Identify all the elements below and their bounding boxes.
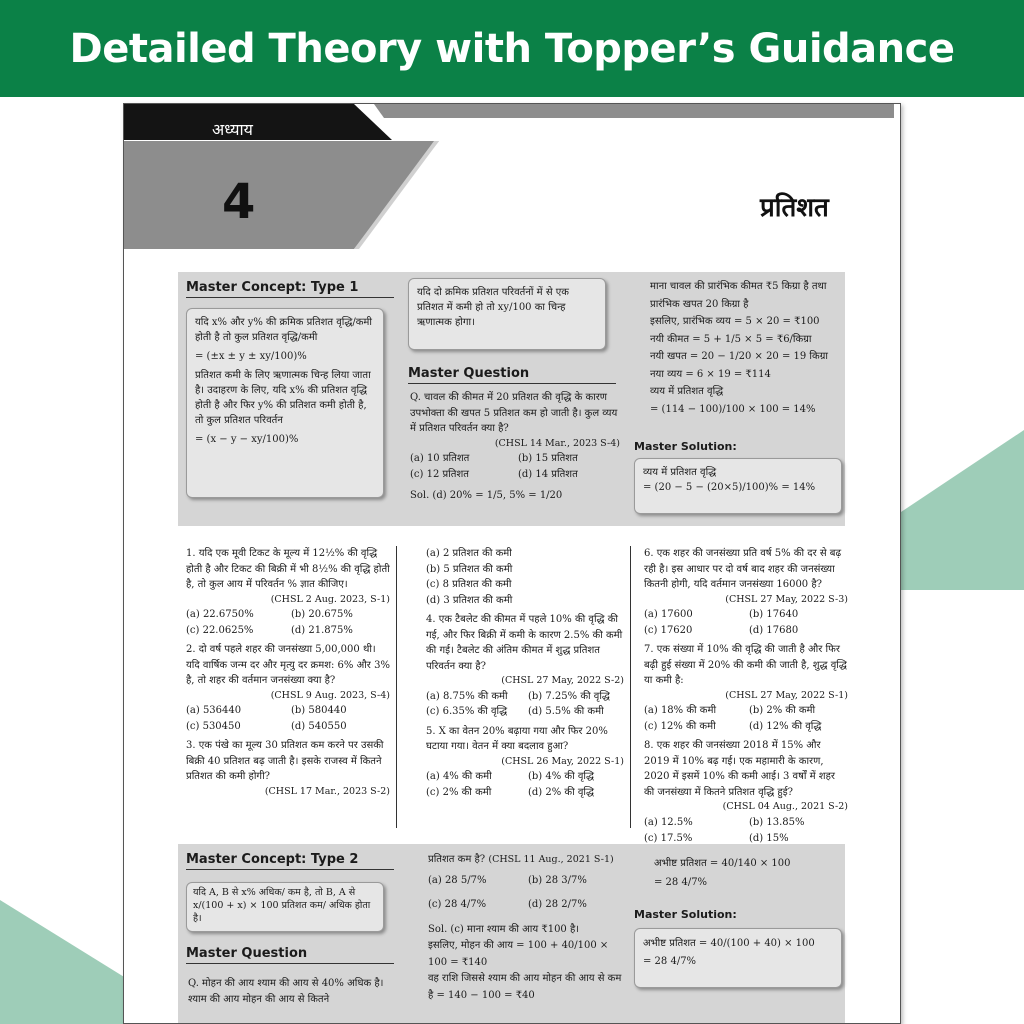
- question-item: [186, 738, 390, 799]
- solution-line: = (114 − 100)/100 × 100 = 14%: [650, 403, 816, 415]
- solution-line: व्यय में प्रतिशत वृद्धि: [650, 386, 724, 397]
- banner: [0, 0, 1024, 97]
- option: (d) 28 2/7%: [528, 899, 587, 910]
- question-item: [426, 612, 624, 720]
- type2-master-solution-box: [634, 928, 842, 988]
- option: (d) 17680: [749, 624, 799, 636]
- option: (a) 17600: [644, 609, 693, 621]
- option: (d) 3 प्रतिशत की कमी: [426, 594, 513, 606]
- solution-line: माना चावल की प्रारंभिक कीमत ₹5 किग्रा है तथा प्रारंभिक खपत 20 किग्रा है: [650, 281, 827, 310]
- ms-line: अभीष्ट प्रतिशत = 40/(100 + 40) × 100: [643, 938, 815, 949]
- option: (c) 8 प्रतिशत की कमी: [426, 579, 512, 590]
- option: (a) 536440: [186, 705, 242, 717]
- question-item: [644, 546, 848, 638]
- option: (b) 5 प्रतिशत की कमी: [426, 563, 513, 575]
- type1-ms-heading: Master Solution:: [634, 440, 737, 453]
- header-grey-strip: [374, 104, 894, 118]
- question-options: [426, 689, 624, 720]
- question-options: [410, 451, 620, 482]
- concept-line: यदि x% और y% की क्रमिक प्रतिशत वृद्धि/कमी होती है तो कुल प्रतिशत वृद्धि/कमी: [195, 317, 373, 343]
- solution-line: नया व्यय = 6 × 19 = ₹114: [650, 368, 771, 380]
- option: (b) 15 प्रतिशत: [518, 453, 578, 465]
- question-options: [428, 873, 622, 914]
- banner-title: Detailed Theory with Topper’s Guidance: [69, 25, 955, 72]
- question-item: [644, 642, 848, 734]
- type2-heading: Master Concept: Type 2: [186, 852, 394, 870]
- chapter-number-block: [124, 141, 439, 249]
- option: (c) 28 4/7%: [428, 899, 487, 910]
- concept-formula: = (±x ± y ± xy/100)%: [195, 351, 307, 362]
- question-source: (CHSL 17 Mar., 2023 S-2): [264, 785, 390, 797]
- type1-section: [178, 272, 845, 526]
- option: (a) 2 प्रतिशत की कमी: [426, 548, 512, 559]
- option: (c) 17.5%: [644, 832, 693, 844]
- question-text: 6. एक शहर की जनसंख्या प्रति वर्ष 5% की दर से बढ़ रही है। इस आधार पर दो वर्ष बाद शहर की जनसंख्या कितनी होगी, यदि वर्तमान जनसंख्या 16000 है?: [644, 548, 842, 590]
- solution-line: नयी कीमत = 5 + 1/5 × 5 = ₹6/किग्रा: [650, 333, 812, 345]
- question-item: [426, 724, 624, 801]
- exercise-column-1: [186, 546, 390, 804]
- option: (d) 21.875%: [291, 624, 353, 636]
- type2-question: Q. मोहन की आय श्याम की आय से 40% अधिक है। श्याम की आय मोहन की आय से कितने: [188, 978, 384, 1005]
- question-text: 8. एक शहर की जनसंख्या 2018 में 15% और 2019 में 10% बढ़ गई। एक महामारी के कारण, 2020 में इसमें 10% की कमी आई। 3 वर्षों में शहर की जनसंख्या में कितने प्रतिशत वृद्धि हुई?: [644, 740, 836, 798]
- solution-line: Sol. (c) माना श्याम की आय ₹100 है।: [428, 923, 580, 935]
- solution-start: Sol. (d) 20% = 1/5, 5% = 1/20: [410, 490, 563, 502]
- option: (c) 17620: [644, 624, 693, 636]
- type2-column-3: [654, 854, 842, 892]
- solution-line: नयी खपत = 20 − 1/20 × 20 = 19 किग्रा: [650, 351, 828, 362]
- option: (a) 22.6750%: [186, 609, 254, 621]
- type2-question-cont: [428, 852, 622, 1004]
- question-text: 7. एक संख्या में 10% की वृद्धि की जाती है और फिर बढ़ी हुई संख्या में 20% की कमी की जाती है, शुद्ध वृद्धि या कमी है:: [644, 644, 847, 687]
- option: (c) 6.35% की वृद्धि: [426, 706, 508, 718]
- question-text: Q. चावल की कीमत में 20 प्रतिशत की वृद्धि के कारण उपभोक्ता की खपत 5 प्रतिशत कम हो जाती है। कुल व्यय में प्रतिशत परिवर्तन क्या है?: [410, 392, 618, 434]
- option: (c) 530450: [186, 720, 241, 732]
- exercise-column-3: [644, 546, 848, 850]
- type1-note-box: यदि दो क्रमिक प्रतिशत परिवर्तनों में से एक प्रतिशत में कमी हो तो xy/100 का चिन्ह ऋणात्मक होगा।: [408, 278, 606, 350]
- book-page: [123, 103, 901, 1024]
- question-source: (CHSL 27 May, 2022 S-2): [501, 675, 624, 686]
- concept-line: प्रतिशत कमी के लिए ऋणात्मक चिन्ह लिया जाता है। उदाहरण के लिए, यदि x% की प्रतिशत वृद्धि होती है और फिर y% की प्रतिशत कमी होती है, तो कुल प्रतिशत परिवर्तन: [195, 370, 371, 426]
- option: (b) 17640: [749, 609, 799, 621]
- option: (a) 18% की कमी: [644, 705, 717, 717]
- question-item: [186, 546, 390, 638]
- solution-line: अभीष्ट प्रतिशत = 40/140 × 100: [654, 858, 791, 869]
- question-options: [186, 703, 390, 734]
- type1-mq-heading: Master Question: [408, 366, 616, 384]
- header-black-tab: [124, 104, 392, 140]
- solution-line: इसलिए, मोहन की आय = 100 + 40/100 × 100 = ₹140: [428, 940, 609, 968]
- option: (b) 4% की वृद्धि: [528, 771, 595, 783]
- question-text-cont: [428, 852, 622, 869]
- question-options: [186, 607, 390, 638]
- question-source: (CHSL 27 May, 2022 S-3): [725, 593, 848, 605]
- option: (a) 12.5%: [644, 817, 693, 829]
- option: (b) 20.675%: [291, 609, 353, 621]
- type2-ms-heading: Master Solution:: [634, 908, 737, 921]
- option: (c) 22.0625%: [186, 624, 254, 636]
- concept-formula: = (x − y − xy/100)%: [195, 434, 299, 445]
- option: (a) 28 5/7%: [428, 874, 487, 886]
- option: (a) 10 प्रतिशत: [410, 453, 470, 465]
- type2-section: [178, 844, 845, 1024]
- option: (c) 2% की कमी: [426, 786, 492, 798]
- solution-line: इसलिए, प्रारंभिक व्यय = 5 × 20 = ₹100: [650, 316, 820, 327]
- option: (d) 5.5% की कमी: [528, 706, 604, 718]
- question-options-continued: [426, 546, 624, 608]
- option: (b) 13.85%: [749, 817, 805, 829]
- question-source: (CHSL 27 May, 2022 S-1): [725, 689, 848, 701]
- question-source: (CHSL 2 Aug. 2023, S-1): [270, 593, 390, 605]
- question-text: 4. एक टैबलेट की कीमत में पहले 10% की वृद्धि की गई, और फिर बिक्री में कमी के कारण 2.5% की कमी की गई। टैबलेट की अंतिम कीमत में शुद्ध प्रतिशत परिवर्तन क्या है?: [426, 614, 623, 672]
- option: (a) 8.75% की कमी: [426, 690, 508, 702]
- column-divider: [396, 546, 397, 828]
- exercise-column-2: [426, 546, 624, 804]
- chapter-word: अध्याय: [212, 120, 253, 139]
- question-source: (CHSL 04 Aug., 2021 S-2): [722, 801, 848, 813]
- question-text: 5. X का वेतन 20% बढ़ाया गया और फिर 20% घटाया गया। वेतन में क्या बदलाव हुआ?: [426, 725, 608, 753]
- ms-line: = 28 4/7%: [643, 956, 697, 967]
- question-item: [186, 642, 390, 734]
- question-item: [644, 738, 848, 846]
- solution-line: वह राशि जिससे श्याम की आय मोहन की आय से कम है = 140 − 100 = ₹40: [428, 973, 622, 1001]
- type2-mq-heading: Master Question: [186, 946, 394, 964]
- question-source: (CHSL 9 Aug. 2023, S-4): [270, 689, 390, 701]
- question-text: 1. यदि एक मूवी टिकट के मूल्य में 12½% की वृद्धि होती है और टिकट की बिक्री में भी 8½% की वृद्धि होती है, तो कुल आय में परिवर्तन % ज्ञात कीजिए।: [186, 548, 390, 590]
- option: (c) 12 प्रतिशत: [410, 468, 469, 480]
- option: (c) 12% की कमी: [644, 720, 716, 732]
- question-source: (CHSL 14 Mar., 2023 S-4): [494, 437, 620, 449]
- type1-heading: Master Concept: Type 1: [186, 280, 394, 298]
- ms-line: व्यय में प्रतिशत वृद्धि: [643, 467, 717, 478]
- question-options: [644, 607, 848, 638]
- question-options: [426, 769, 624, 800]
- chapter-number: 4: [222, 174, 256, 230]
- type2-concept-box: यदि A, B से x% अधिक/ कम है, तो B, A से x/(100 + x) × 100 प्रतिशत कम/ अधिक होता है।: [186, 882, 384, 932]
- ms-line: = (20 − 5 − (20×5)/100)% = 14%: [643, 482, 816, 493]
- question-options: [644, 815, 848, 846]
- option: (b) 2% की कमी: [749, 705, 816, 717]
- question-text: 3. एक पंखे का मूल्य 30 प्रतिशत कम करने पर उसकी बिक्री 40 प्रतिशत बढ़ जाती है। इसके राजस्व में कितने प्रतिशत की कमी होगी?: [186, 740, 384, 783]
- question-source: (CHSL 26 May, 2022 S-1): [501, 755, 624, 767]
- option: (a) 4% की कमी: [426, 771, 492, 783]
- question-options: [644, 703, 848, 734]
- chapter-title: प्रतिशत: [760, 193, 829, 223]
- type1-concept-box: [186, 308, 384, 498]
- option: (d) 2% की वृद्धि: [528, 786, 595, 798]
- question-text: प्रतिशत कम है?: [428, 854, 486, 865]
- question-text: 2. दो वर्ष पहले शहर की जनसंख्या 5,00,000 थी। यदि वार्षिक जन्म दर और मृत्यु दर क्रमश: 6% और 3% है, तो शहर की वर्तमान जनसंख्या क्या है?: [186, 644, 390, 687]
- option: (d) 12% की वृद्धि: [749, 720, 822, 732]
- option: (b) 580440: [291, 705, 347, 717]
- column-divider: [630, 546, 631, 828]
- option: (d) 540550: [291, 720, 347, 732]
- question-source: (CHSL 11 Aug., 2021 S-1): [488, 854, 614, 865]
- solution-line: = 28 4/7%: [654, 877, 708, 888]
- type1-master-solution-box: [634, 458, 842, 514]
- option: (b) 7.25% की वृद्धि: [528, 690, 610, 702]
- option: (b) 28 3/7%: [528, 874, 587, 886]
- option: (d) 15%: [749, 832, 789, 844]
- type1-question: [410, 390, 620, 504]
- type1-solution: [650, 278, 842, 418]
- option: (d) 14 प्रतिशत: [518, 468, 578, 480]
